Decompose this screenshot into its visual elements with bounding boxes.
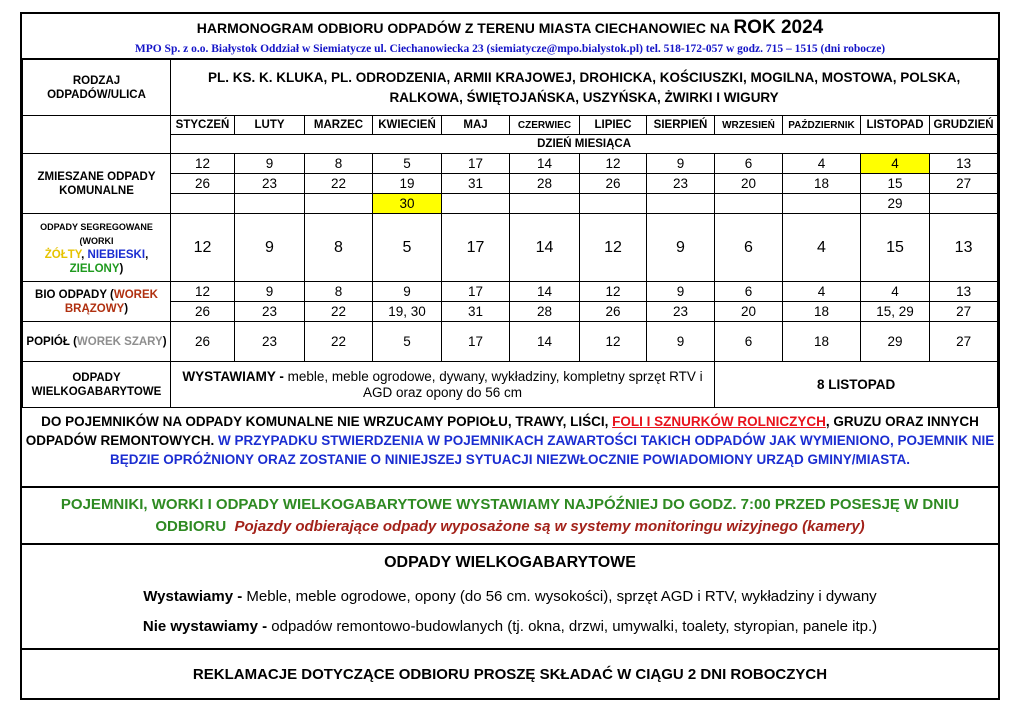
schedule-table [22,59,998,408]
bio-date-cell: 8 [305,282,373,302]
complaints-notice: REKLAMACJE DOTYCZĄCE ODBIORU PROSZĘ SKŁADAĆ W CIĄGU 2 DNI ROBOCZYCH [192,666,828,683]
bio-date-cell: 23 [647,302,715,322]
mixed-date-cell [510,194,580,214]
mixed-date-cell: 23 [235,174,305,194]
segregated-date-cell: 12 [580,214,647,282]
schedule-document [20,12,1000,700]
bio-date-cell: 22 [305,302,373,322]
mixed-date-cell: 22 [305,174,373,194]
mixed-date-cell: 26 [580,174,647,194]
segregated-date-cell: 9 [647,214,715,282]
mixed-date-cell: 8 [305,154,373,174]
segregated-date-cell: 6 [715,214,783,282]
month-header: LIPIEC [580,116,647,135]
bio-date-cell: 17 [442,282,510,302]
bio-date-cell: 12 [171,282,235,302]
mixed-date-cell: 19 [373,174,442,194]
bio-date-cell: 4 [783,282,861,302]
streets-list: PL. KS. K. KLUKA, PL. ODRODZENIA, ARMII KRAJOWEJ, DROHICKA, KOŚCIUSZKI, MOGILNA, MOSTOWA, POLSKA, RALKOWA, ŚWIĘTOJAŃSKA, USZYŃSKA, ŻWIRKI I WIGURY [171,60,998,116]
bio-date-cell: 6 [715,282,783,302]
contact-line: MPO Sp. z o.o. Białystok Oddział w Siemiatycze ul. Ciechanowiecka 23 (siemiatycze@mpo.bialystok.pl) tel. 518-172-057 w godz. 715 – 1515 (dni robocze) [22,40,998,59]
mixed-date-cell: 4 [783,154,861,174]
ash-label: POPIÓŁ (WOREK SZARY) [23,322,171,362]
mixed-waste-label: ZMIESZANE ODPADY KOMUNALNE [23,154,171,214]
mixed-date-cell: 15 [861,174,930,194]
mixed-date-cell: 12 [580,154,647,174]
mixed-date-cell [647,194,715,214]
bulky-waste-description: WYSTAWIAMY - meble, meble ogrodowe, dywany, wykładziny, kompletny sprzęt RTV i AGD oraz opony do 56 cm [171,362,715,408]
bio-date-cell: 26 [171,302,235,322]
ash-date-cell: 26 [171,322,235,362]
mixed-date-cell: 13 [930,154,998,174]
ash-date-cell: 23 [235,322,305,362]
bulky-waste-label: ODPADY WIELKOGABARYTOWE [23,362,171,408]
bio-date-cell: 14 [510,282,580,302]
mixed-date-cell: 31 [442,174,510,194]
title-year: ROK 2024 [733,17,824,38]
bio-date-cell: 19, 30 [373,302,442,322]
mixed-date-cell [715,194,783,214]
bio-date-cell: 15, 29 [861,302,930,322]
segregated-date-cell: 12 [171,214,235,282]
mixed-date-cell: 28 [510,174,580,194]
month-header: CZERWIEC [510,116,580,135]
mixed-date-cell [442,194,510,214]
mixed-date-cell [930,194,998,214]
mixed-date-cell [235,194,305,214]
bio-date-cell: 27 [930,302,998,322]
month-header: STYCZEŃ [171,116,235,135]
title-prefix: HARMONOGRAM ODBIORU ODPADÓW Z TERENU MIASTA CIECHANOWIEC NA [196,20,734,36]
ash-date-cell: 6 [715,322,783,362]
mixed-date-cell: 23 [647,174,715,194]
month-header: WRZESIEŃ [715,116,783,135]
bio-date-cell: 13 [930,282,998,302]
segregated-date-cell: 9 [235,214,305,282]
month-header: LUTY [235,116,305,135]
mixed-date-cell [580,194,647,214]
ash-date-cell: 29 [861,322,930,362]
bio-date-cell: 26 [580,302,647,322]
ash-date-cell: 14 [510,322,580,362]
empty-header-cell [23,116,171,154]
bio-date-cell: 4 [861,282,930,302]
month-header: GRUDZIEŃ [930,116,998,135]
bulky-not-allowed: Nie wystawiamy - odpadów remontowo-budowlanych (tj. okna, drzwi, umywalki, toalety, styropian, panele itp.) [142,618,878,635]
segregated-date-cell: 4 [783,214,861,282]
ash-date-cell: 17 [442,322,510,362]
month-header: KWIECIEŃ [373,116,442,135]
month-header: MAJ [442,116,510,135]
mixed-date-cell [305,194,373,214]
bio-date-cell: 20 [715,302,783,322]
month-header: SIERPIEŃ [647,116,715,135]
bio-date-cell: 9 [647,282,715,302]
mixed-date-cell: 30 [373,194,442,214]
waste-type-header: RODZAJ ODPADÓW/ULICA [23,60,171,116]
ash-date-cell: 22 [305,322,373,362]
mixed-date-cell: 9 [235,154,305,174]
ash-date-cell: 18 [783,322,861,362]
month-header: PAŹDZIERNIK [783,116,861,135]
bulky-allowed: Wystawiamy - Meble, meble ogrodowe, opony (do 56 cm. wysokości), sprzęt AGD i RTV, wykładziny i dywany [143,588,877,605]
placement-notice: POJEMNIKI, WORKI I ODPADY WIELKOGABARYTOWE WYSTAWIAMY NAJPÓŹNIEJ DO GODZ. 7:00 PRZED POSESJĘ W DNIU ODBIORU Pojazdy odbierające odpady wyposażone są w systemy monitoringu wizyjnego (kamery) [22,490,998,545]
ash-date-cell: 27 [930,322,998,362]
mixed-date-cell: 9 [647,154,715,174]
segregated-date-cell: 14 [510,214,580,282]
mixed-date-cell: 12 [171,154,235,174]
document-title [22,14,998,41]
bulky-section-heading: ODPADY WIELKOGABARYTOWE [384,554,636,571]
segregated-date-cell: 13 [930,214,998,282]
bulky-waste-date: 8 LISTOPAD [715,362,998,408]
bio-waste-label: BIO ODPADY (WOREK BRĄZOWY) [23,282,171,322]
day-of-month-label: DZIEŃ MIESIĄCA [171,135,998,154]
segregated-date-cell: 8 [305,214,373,282]
mixed-date-cell: 27 [930,174,998,194]
mixed-date-cell: 26 [171,174,235,194]
mixed-date-cell: 6 [715,154,783,174]
mixed-date-cell [783,194,861,214]
bulky-waste-section [22,545,998,650]
ash-date-cell: 12 [580,322,647,362]
warning-notice: DO POJEMNIKÓW NA ODPADY KOMUNALNE NIE WRZUCAMY POPIOŁU, TRAWY, LIŚCI, FOLI I SZNURKÓW ROLNICZYCH, GRUZU ORAZ INNYCH ODPADÓW REMONTOWYCH. W PRZYPADKU STWIERDZENIA W POJEMNIKACH ZAWARTOŚCI TAKICH ODPADÓW JAK WYMIENIONO, POJEMNIK NIE BĘDZIE OPRÓŻNIONY ORAZ ZOSTANIE O NINIEJSZEJ SYTUACJI NIEZWŁOCZNIE POWIADOMIONY URZĄD GMINY/MIASTA. [22,410,998,488]
segregated-waste-label: ODPADY SEGREGOWANE (WORKI ŻÓŁTY, NIEBIESKI, ZIELONY) [23,214,171,282]
segregated-date-cell: 15 [861,214,930,282]
mixed-date-cell: 18 [783,174,861,194]
ash-date-cell: 5 [373,322,442,362]
month-header: LISTOPAD [861,116,930,135]
mixed-date-cell: 20 [715,174,783,194]
bio-date-cell: 23 [235,302,305,322]
mixed-date-cell: 4 [861,154,930,174]
mixed-date-cell: 14 [510,154,580,174]
mixed-date-cell: 29 [861,194,930,214]
bio-date-cell: 28 [510,302,580,322]
bio-date-cell: 18 [783,302,861,322]
mixed-date-cell: 17 [442,154,510,174]
month-header: MARZEC [305,116,373,135]
bio-date-cell: 9 [235,282,305,302]
segregated-date-cell: 5 [373,214,442,282]
bio-date-cell: 31 [442,302,510,322]
mixed-date-cell: 5 [373,154,442,174]
ash-date-cell: 9 [647,322,715,362]
bio-date-cell: 12 [580,282,647,302]
mixed-date-cell [171,194,235,214]
bio-date-cell: 9 [373,282,442,302]
segregated-date-cell: 17 [442,214,510,282]
